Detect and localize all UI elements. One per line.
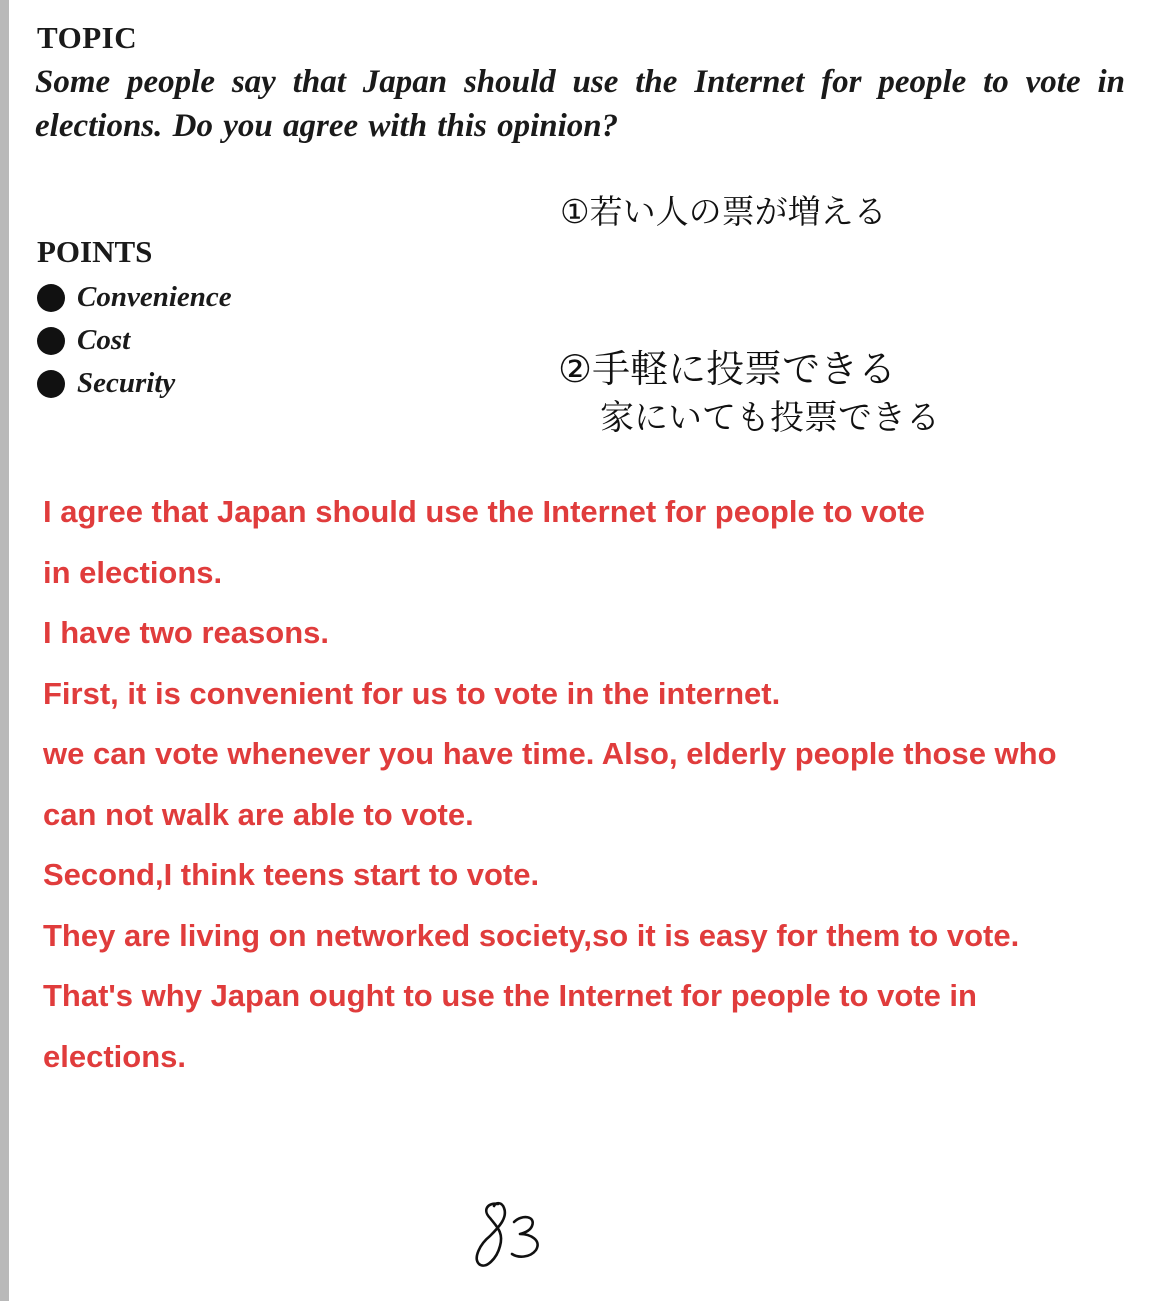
essay-line: I have two reasons. [43, 615, 329, 650]
points-list [37, 276, 232, 405]
bullet-icon [37, 327, 65, 355]
bullet-icon [37, 284, 65, 312]
handwritten-score [470, 1196, 560, 1281]
point-item-convenience [37, 276, 232, 319]
page-left-border [0, 0, 9, 1301]
points-heading: POINTS [37, 234, 153, 269]
essay-line: That's why Japan ought to use the Internet for people to vote in [43, 978, 977, 1013]
essay-line: can not walk are able to vote. [43, 796, 474, 832]
handwritten-note-easy-voting: ②手軽に投票できる [558, 347, 897, 391]
essay-line: elections. [43, 1038, 186, 1074]
point-item-security [37, 362, 232, 405]
handwritten-note-young-votes: ①若い人の票が増える [560, 192, 887, 231]
essay-line: First, it is convenient for us to vote in the internet. [43, 675, 781, 711]
essay-line: we can vote whenever you have time. Also, elderly people those who [43, 736, 1057, 771]
point-item-cost [37, 319, 232, 362]
score-83-icon [470, 1196, 560, 1276]
bullet-icon [37, 370, 65, 398]
handwritten-note-vote-from-home: 家にいても投票できる [600, 398, 940, 438]
essay-line: They are living on networked society,so it is easy for them to vote. [43, 917, 1020, 953]
point-label: Cost [77, 324, 131, 356]
essay-line: I agree that Japan should use the Internet for people to vote [43, 494, 925, 529]
topic-question: Some people say that Japan should use the Internet for people to vote in elections. Do you agree with this opinion? [35, 64, 1125, 144]
essay-line: in elections. [43, 554, 223, 590]
essay-line: Second,I think teens start to vote. [43, 857, 540, 892]
point-label: Convenience [77, 281, 232, 313]
topic-heading: TOPIC [37, 20, 138, 55]
point-label: Security [77, 367, 176, 399]
essay-body [43, 482, 1153, 1087]
